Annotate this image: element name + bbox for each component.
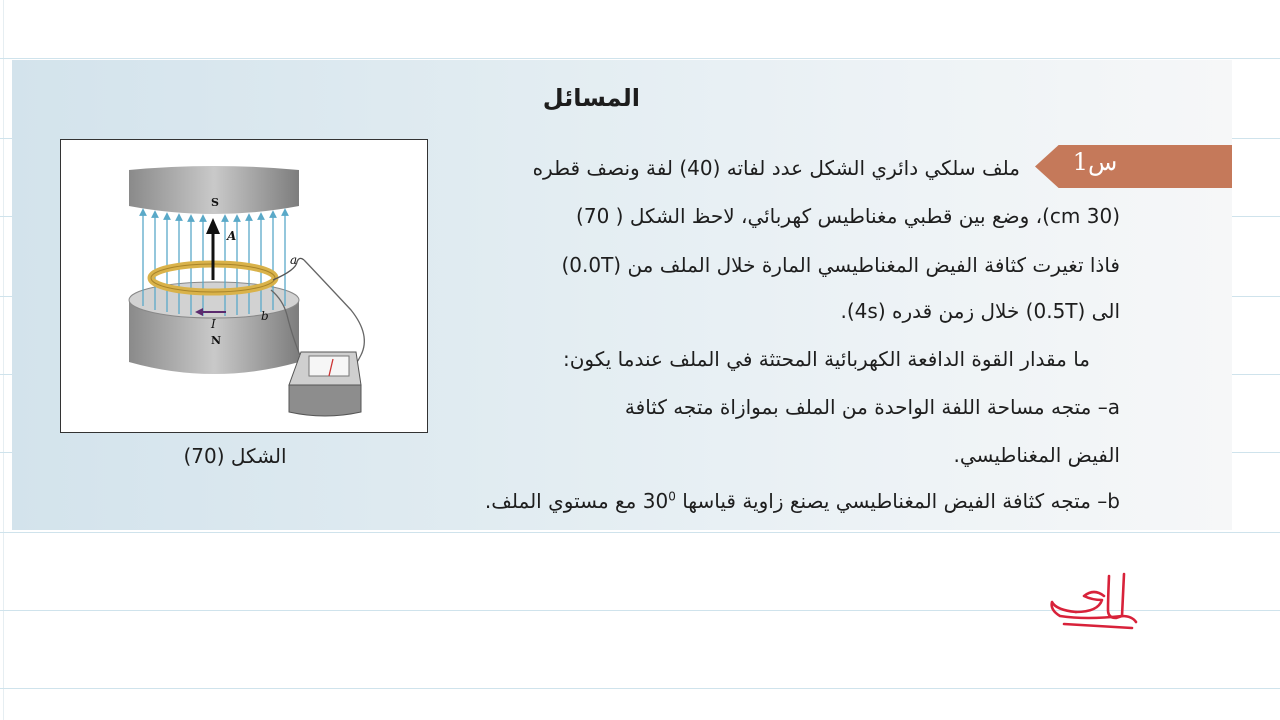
part-b-text: b– متجه كثافة الفيض المغناطيسي يصنع زاوية قياسها 30 xyxy=(642,489,1120,513)
question-part-a: a– متجه مساحة اللفة الواحدة من الملف بموازاة متجه كثافة xyxy=(624,395,1120,419)
notebook-rule xyxy=(0,688,1280,689)
handwritten-al-hal xyxy=(1046,566,1146,638)
terminal-b-label: b xyxy=(261,309,269,323)
notebook-rule xyxy=(0,58,1280,59)
question-number: س1 xyxy=(1072,148,1118,176)
question-part-a-continued: الفيض المغناطيسي. xyxy=(953,443,1120,467)
section-heading: المسائل xyxy=(542,84,640,112)
degree-superscript: 0 xyxy=(668,489,676,504)
question-line-3: فاذا تغيرت كثافة الفيض المغناطيسي المارة خلال الملف من (0.0T) xyxy=(561,253,1120,277)
figure-70 xyxy=(60,139,428,433)
area-vector-label: A xyxy=(227,229,237,243)
handwritten-solution-label xyxy=(1046,566,1146,638)
terminal-a-label: a xyxy=(290,253,298,267)
galvanometer-base xyxy=(289,385,361,416)
notebook-margin-line xyxy=(3,0,4,720)
north-pole-label: N xyxy=(211,334,222,347)
notebook-rule xyxy=(0,532,1280,533)
question-part-b xyxy=(485,489,1120,513)
current-label: I xyxy=(211,317,216,331)
question-line-1: ملف سلكي دائري الشكل عدد لفاته (40) لفة ونصف قطره xyxy=(532,156,1020,180)
south-pole-label: S xyxy=(211,196,219,209)
galvanometer-dial xyxy=(309,356,349,376)
question-line-4: الى (0.5T) خلال زمن قدره (4s). xyxy=(840,299,1120,323)
part-b-text-end: مع مستوي الملف. xyxy=(484,489,643,513)
figure-caption: الشكل (70) xyxy=(183,444,287,468)
area-vector-arrowhead xyxy=(206,218,220,234)
electromagnet-coil-diagram xyxy=(61,140,427,432)
question-prompt: ما مقدار القوة الدافعة الكهربائية المحتثة في الملف عندما يكون: xyxy=(562,347,1090,371)
question-line-2: (30 cm)، وضع بين قطبي مغناطيس كهربائي، لاحظ الشكل ( 70) xyxy=(576,204,1120,228)
